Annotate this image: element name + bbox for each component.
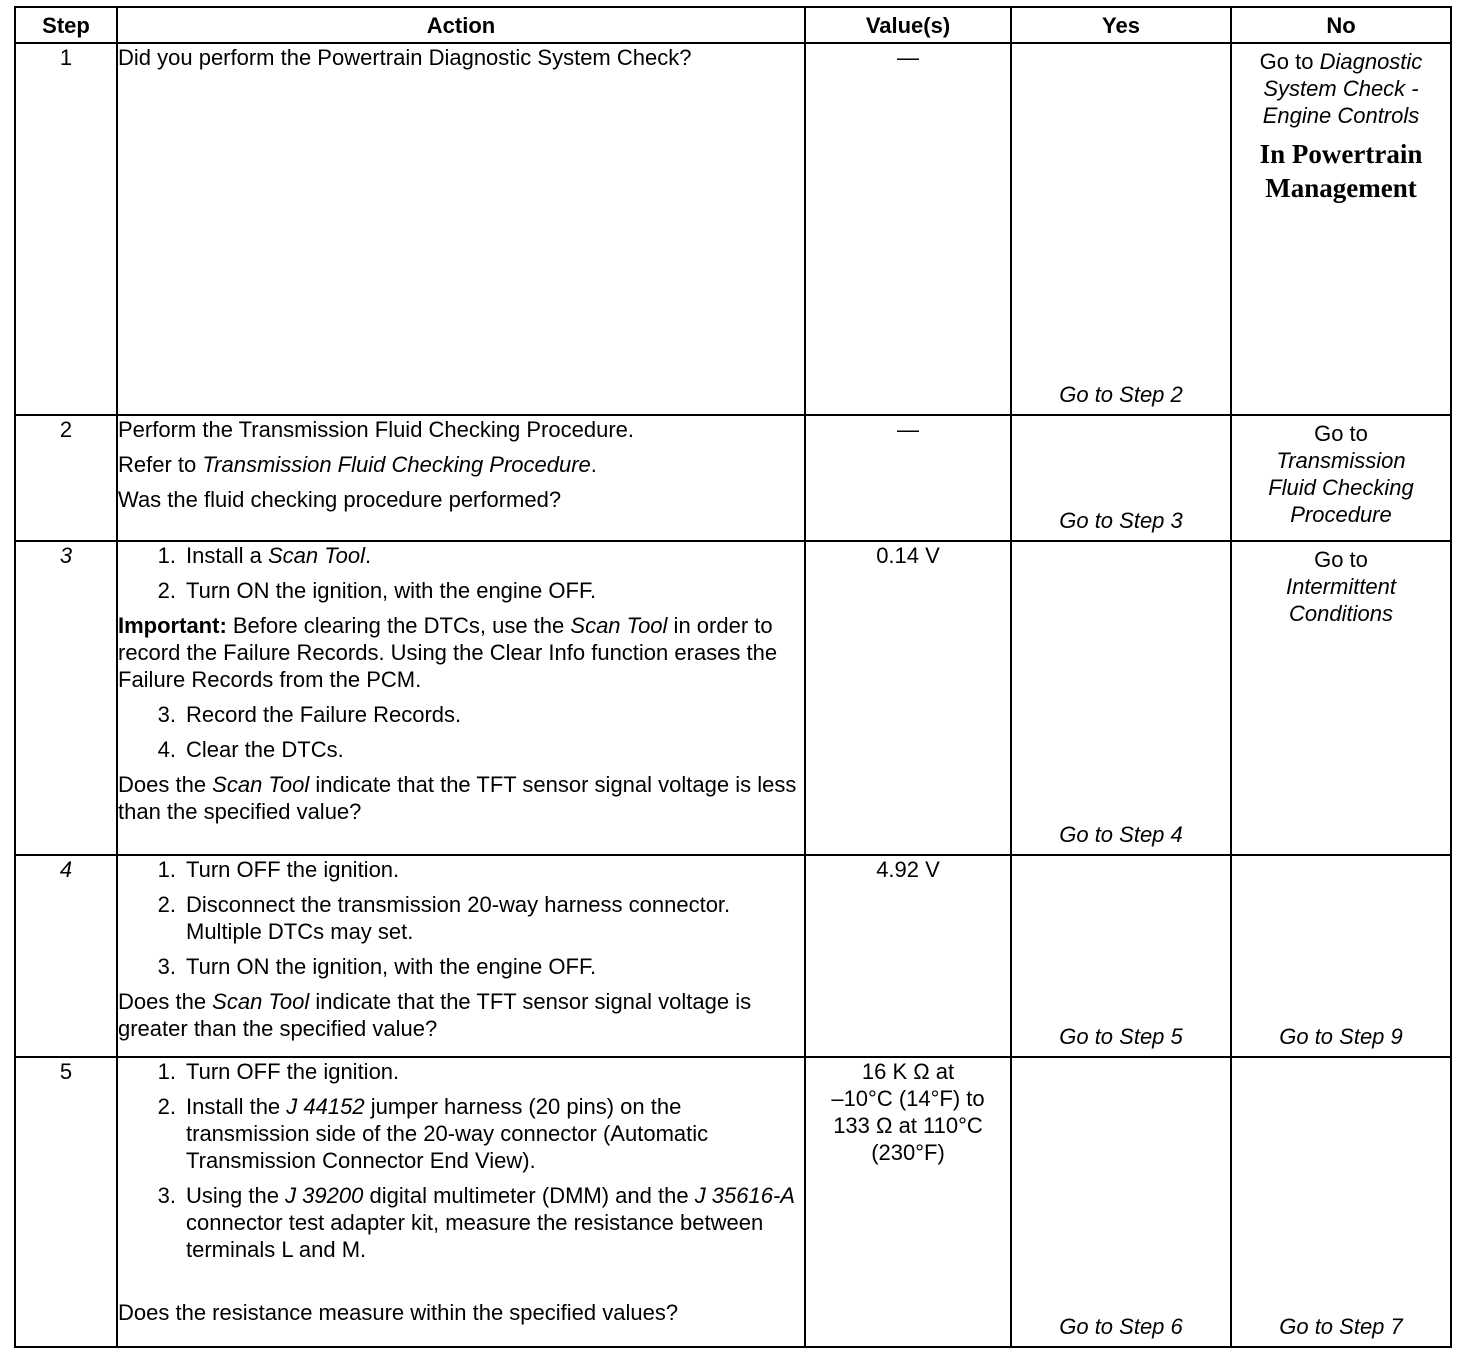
multimeter-link[interactable]: J 39200 <box>285 1183 364 1208</box>
question-prefix: Does the <box>118 772 213 797</box>
item-text: Record the Failure Records. <box>186 702 462 727</box>
item-text: Turn OFF the ignition. <box>186 857 400 882</box>
header-step: Step <box>15 7 117 43</box>
list-item <box>118 1058 804 1085</box>
value-cell: — <box>805 43 1011 415</box>
table-row-step-4 <box>15 855 1451 1057</box>
yes-link[interactable]: Go to Step 5 <box>1059 1024 1183 1049</box>
list-item <box>118 577 804 604</box>
list-item <box>118 891 804 945</box>
yes-link[interactable]: Go to Step 6 <box>1059 1314 1183 1339</box>
step-number: 5 <box>15 1057 117 1347</box>
action-question: Was the fluid checking procedure performed? <box>118 487 562 512</box>
item-text: Turn ON the ignition, with the engine OFF. <box>186 954 597 979</box>
item-number: 1. <box>157 543 176 568</box>
action-question: Does the resistance measure within the specified values? <box>118 1300 679 1325</box>
list-item <box>118 1093 804 1174</box>
no-link-text-c: Engine Controls <box>1262 103 1420 128</box>
action-paragraph: Perform the Transmission Fluid Checking Procedure. <box>118 417 634 442</box>
important-label: Important: <box>118 613 227 638</box>
action-question <box>118 771 804 825</box>
action-cell <box>117 855 805 1057</box>
value-cell: 4.92 V <box>805 855 1011 1057</box>
question-suffix: indicate that the TFT sensor signal voltage is less than the specified value? <box>118 772 797 824</box>
action-refer <box>118 451 804 478</box>
no-link-text-2: Fluid Checking <box>1268 475 1414 500</box>
header-yes: Yes <box>1011 7 1231 43</box>
item-text: Disconnect the transmission 20-way harness connector. Multiple DTCs may set. <box>186 892 731 944</box>
question-prefix: Does the <box>118 989 213 1014</box>
no-link[interactable]: Go to Step 9 <box>1279 1024 1403 1049</box>
item-text-end: . <box>364 543 372 568</box>
scan-tool-link[interactable]: Scan Tool <box>212 772 310 797</box>
no-link-text-b: System Check - <box>1263 76 1419 101</box>
yes-link[interactable]: Go to Step 3 <box>1059 508 1183 533</box>
table-row-step-1 <box>15 43 1451 415</box>
no-cell <box>1231 541 1451 855</box>
important-note <box>118 612 804 693</box>
list-item <box>118 736 804 763</box>
no-link[interactable]: Go to Step 7 <box>1279 1314 1403 1339</box>
value-line: 133 Ω at 110°C <box>833 1113 983 1138</box>
item-number: 3. <box>157 702 176 727</box>
item-text-mid: digital multimeter (DMM) and the <box>363 1183 695 1208</box>
no-link-text-1: Transmission <box>1276 448 1406 473</box>
value-line: (230°F) <box>871 1140 945 1165</box>
item-number: 4. <box>157 737 176 762</box>
header-no: No <box>1231 7 1451 43</box>
value-cell: 0.14 V <box>805 541 1011 855</box>
header-values: Value(s) <box>805 7 1011 43</box>
action-cell <box>117 415 805 541</box>
item-text-end: connector test adapter kit, measure the resistance between terminals L and M. <box>186 1210 764 1262</box>
no-prefix: Go to <box>1314 547 1368 572</box>
note-line-1: In Powertrain <box>1259 139 1423 169</box>
header-row <box>15 7 1451 43</box>
action-cell <box>117 43 805 415</box>
step-number: 2 <box>15 415 117 541</box>
item-number: 1. <box>157 857 176 882</box>
value-cell: — <box>805 415 1011 541</box>
item-text: Clear the DTCs. <box>186 737 344 762</box>
adapter-kit-link[interactable]: J 35616-A <box>694 1183 795 1208</box>
item-text: Install the <box>186 1094 287 1119</box>
note-line-2: Management <box>1265 173 1417 203</box>
handwritten-note <box>1232 137 1450 205</box>
list-item <box>118 953 804 980</box>
no-cell <box>1231 855 1451 1057</box>
jumper-harness-link[interactable]: J 44152 <box>286 1094 365 1119</box>
yes-cell <box>1011 43 1231 415</box>
item-number: 2. <box>157 892 176 917</box>
scan-tool-link[interactable]: Scan Tool <box>570 613 668 638</box>
action-cell <box>117 1057 805 1347</box>
no-cell <box>1231 43 1451 415</box>
item-number: 1. <box>157 1059 176 1084</box>
scan-tool-link[interactable]: Scan Tool <box>267 543 365 568</box>
list-item <box>118 542 804 569</box>
yes-cell <box>1011 541 1231 855</box>
question-suffix: indicate that the TFT sensor signal voltage is greater than the specified value? <box>118 989 752 1041</box>
no-link[interactable] <box>1232 416 1450 528</box>
value-line: 16 K Ω at <box>861 1059 955 1084</box>
refer-prefix: Refer to <box>118 452 203 477</box>
diagnostic-table <box>14 6 1452 1348</box>
item-text-end: jumper harness (20 pins) on the transmission side of the 20-way connector (Automatic Transmission Connector End View). <box>186 1094 709 1173</box>
no-link-text-1: Intermittent <box>1285 574 1397 599</box>
list-item <box>118 701 804 728</box>
no-cell <box>1231 415 1451 541</box>
step-number: 3 <box>15 541 117 855</box>
header-action: Action <box>117 7 805 43</box>
item-text: Install a <box>186 543 268 568</box>
no-prefix: Go to <box>1314 421 1368 446</box>
list-item <box>118 1182 804 1263</box>
item-number: 3. <box>157 954 176 979</box>
action-question <box>118 988 804 1042</box>
refer-suffix: . <box>590 452 597 477</box>
table-row-step-2 <box>15 415 1451 541</box>
no-cell <box>1231 1057 1451 1347</box>
action-cell <box>117 541 805 855</box>
no-link-text-a: Diagnostic <box>1319 49 1423 74</box>
important-text-b: in order to record the Failure Records. Using the Clear Info function erases the Failure Records from the PCM. <box>118 613 778 692</box>
no-link-text-3: Procedure <box>1290 502 1392 527</box>
item-text: Using the <box>186 1183 286 1208</box>
step-number: 1 <box>15 43 117 415</box>
action-question: Did you perform the Powertrain Diagnostic System Check? <box>118 45 692 70</box>
yes-cell <box>1011 1057 1231 1347</box>
no-link-text-2: Conditions <box>1289 601 1393 626</box>
item-number: 3. <box>157 1183 176 1208</box>
value-line: –10°C (14°F) to <box>831 1086 985 1111</box>
step-number: 4 <box>15 855 117 1057</box>
scan-tool-link[interactable]: Scan Tool <box>212 989 310 1014</box>
procedure-link[interactable]: Transmission Fluid Checking Procedure <box>202 452 591 477</box>
item-number: 2. <box>157 1094 176 1119</box>
yes-link[interactable]: Go to Step 4 <box>1059 822 1183 847</box>
item-number: 2. <box>157 578 176 603</box>
no-link[interactable] <box>1232 542 1450 627</box>
yes-link[interactable]: Go to Step 2 <box>1059 382 1183 407</box>
no-link[interactable] <box>1232 44 1450 129</box>
value-cell <box>805 1057 1011 1347</box>
item-text: Turn ON the ignition, with the engine OFF. <box>186 578 597 603</box>
yes-cell <box>1011 855 1231 1057</box>
item-text: Turn OFF the ignition. <box>186 1059 400 1084</box>
table-row-step-3 <box>15 541 1451 855</box>
table-row-step-5 <box>15 1057 1451 1347</box>
list-item <box>118 856 804 883</box>
yes-cell <box>1011 415 1231 541</box>
no-prefix: Go to <box>1259 49 1320 74</box>
important-text-a: Before clearing the DTCs, use the <box>226 613 571 638</box>
